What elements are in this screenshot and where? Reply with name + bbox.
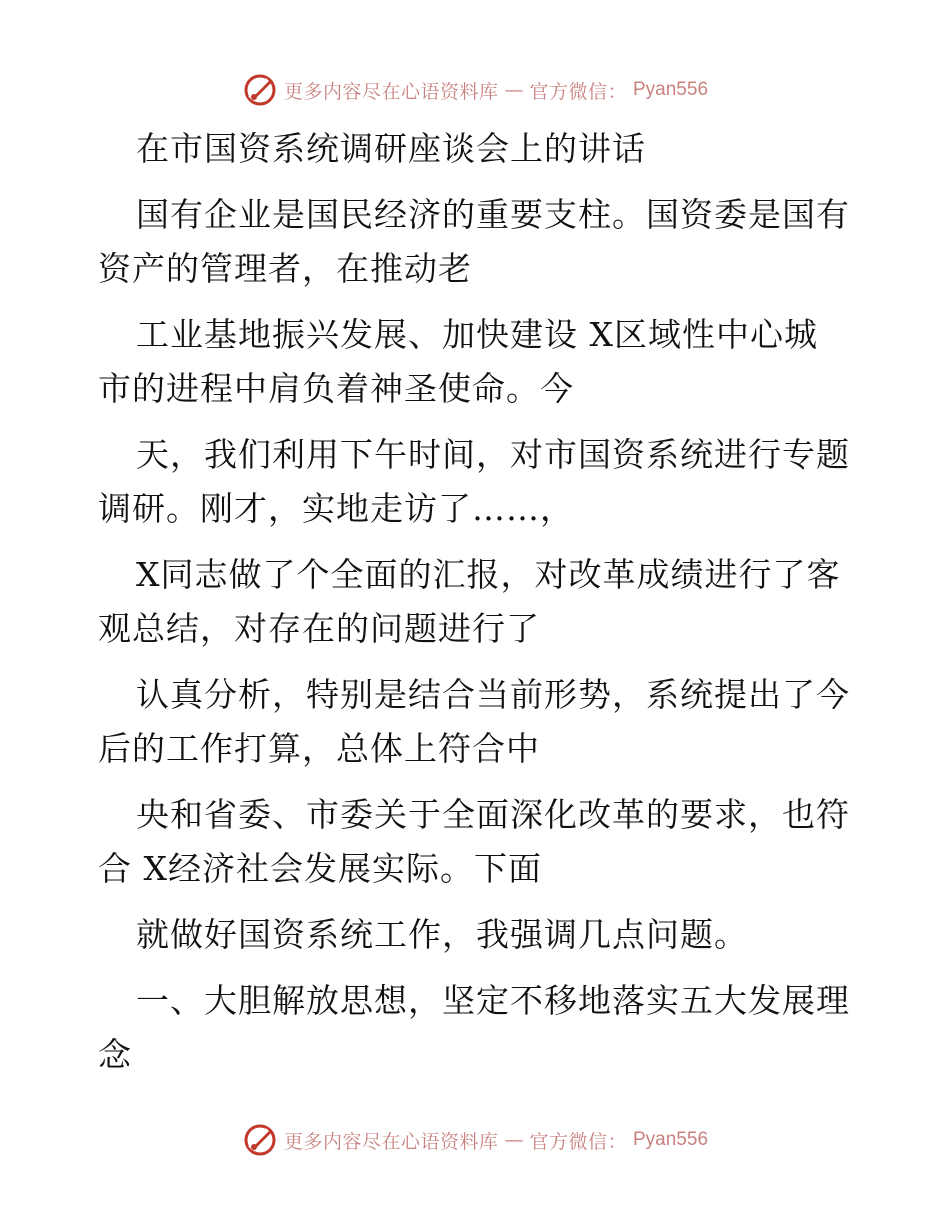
text-line: X同志做了个全面的汇报，对改革成绩进行了客 xyxy=(136,555,841,594)
banner-separator: — xyxy=(504,79,524,101)
text-line: 后的工作打算，总体上符合中 xyxy=(98,729,540,768)
document-title: 在市国资系统调研座谈会上的讲话 xyxy=(136,129,646,168)
banner-wechat-handle: Pyan556 xyxy=(633,1129,709,1150)
text-line: 市的进程中肩负着神圣使命。今 xyxy=(98,369,574,408)
document-body xyxy=(98,122,858,1082)
text-line: 工业基地振兴发展、加快建设 X区域性中心城 xyxy=(136,315,818,354)
banner-wechat-label: 官方微信： xyxy=(529,1130,627,1153)
text-line: 观总结，对存在的问题进行了 xyxy=(98,609,540,648)
banner-wechat-label: 官方微信： xyxy=(529,80,627,103)
section-heading: 一、大胆解放思想，坚定不移地落实五大发展理 xyxy=(136,981,850,1020)
banner-site-text: 更多内容尽在心语资料库 xyxy=(283,1130,499,1153)
banner-site-text: 更多内容尽在心语资料库 xyxy=(283,80,499,103)
text-line: 认真分析，特别是结合当前形势，系统提出了今 xyxy=(136,675,850,714)
text-line: 调研。刚才，实地走访了……， xyxy=(98,489,574,528)
text-line: 资产的管理者，在推动老 xyxy=(98,249,472,288)
text-line: 合 X经济社会发展实际。下面 xyxy=(98,849,542,888)
text-line: 就做好国资系统工作，我强调几点问题。 xyxy=(136,915,748,954)
brand-logo-icon xyxy=(242,72,278,108)
footer-watermark-banner xyxy=(0,1118,950,1162)
header-watermark-banner xyxy=(0,68,950,112)
text-line: 天，我们利用下午时间，对市国资系统进行专题 xyxy=(136,435,850,474)
text-line: 念 xyxy=(98,1035,132,1074)
text-line: 国有企业是国民经济的重要支柱。国资委是国有 xyxy=(136,195,850,234)
brand-logo-icon xyxy=(242,1122,278,1158)
banner-wechat-handle: Pyan556 xyxy=(633,79,709,100)
banner-separator: — xyxy=(504,1129,524,1151)
text-line: 央和省委、市委关于全面深化改革的要求，也符 xyxy=(136,795,850,834)
